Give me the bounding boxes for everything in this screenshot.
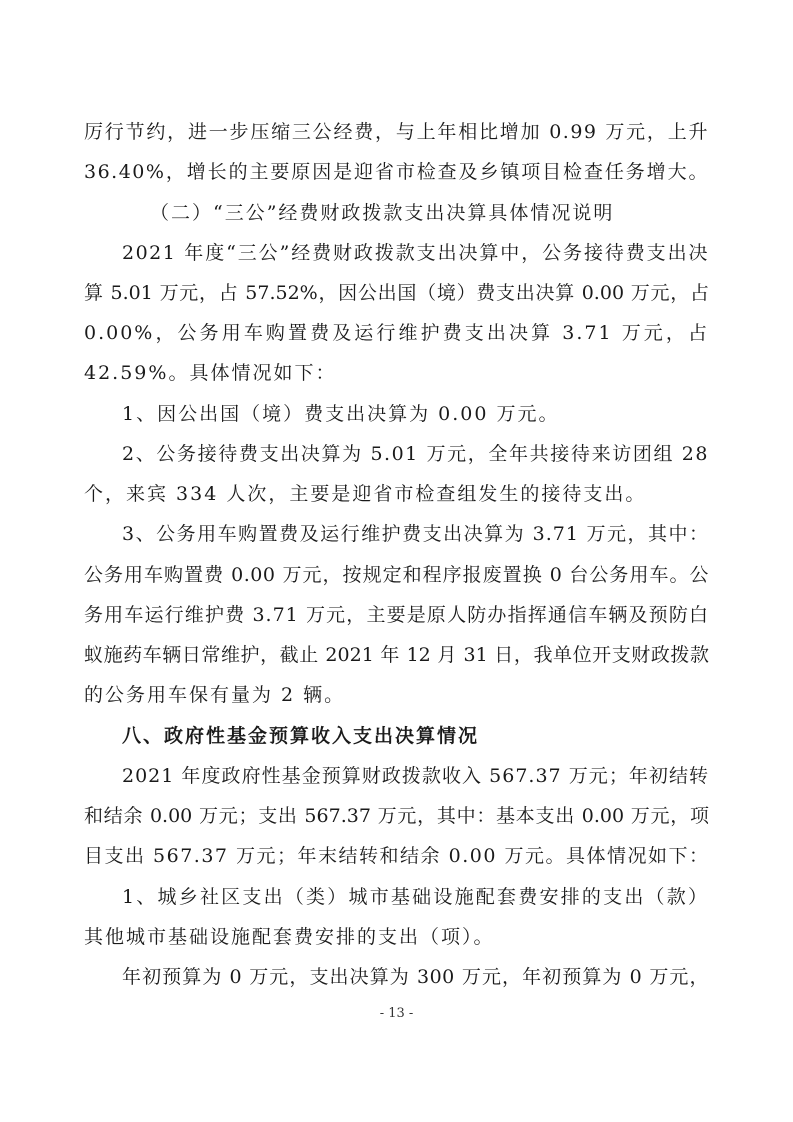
body-text-line: 算 5.01 万元，占 57.52%，因公出国（境）费支出决算 0.00 万元，占	[84, 282, 709, 304]
body-text-line: 年初预算为 0 万元，支出决算为 300 万元，年初预算为 0 万元，	[122, 966, 709, 988]
body-text-line: 个，来宾 334 人次，主要是迎省市检查组发生的接待支出。	[84, 483, 647, 505]
body-text-line: 42.59%。具体情况如下：	[84, 362, 337, 384]
body-text-line: 目支出 567.37 万元；年末结转和结余 0.00 万元。具体情况如下：	[84, 845, 709, 867]
list-item: 3、公务用车购置费及运行维护费支出决算为 3.71 万元，其中：	[122, 523, 709, 545]
subsection-heading: （二）“三公”经费财政拨款支出决算具体情况说明	[150, 202, 615, 224]
body-text-line: 其他城市基础设施配套费安排的支出（项）。	[84, 926, 495, 948]
section-heading: 八、政府性基金预算收入支出决算情况	[122, 725, 480, 747]
body-text-line: 0.00%，公务用车购置费及运行维护费支出决算 3.71 万元，占	[84, 322, 709, 344]
body-text-line: 2021 年度政府性基金预算财政拨款收入 567.37 万元；年初结转	[122, 765, 709, 787]
body-text-line: 2021 年度“三公”经费财政拨款支出决算中，公务接待费支出决	[122, 242, 709, 264]
body-text-line: 厉行节约，进一步压缩三公经费，与上年相比增加 0.99 万元，上升	[84, 121, 709, 143]
list-item: 1、城乡社区支出（类）城市基础设施配套费安排的支出（款）	[122, 886, 709, 908]
body-text-line: 公务用车购置费 0.00 万元，按规定和程序报废置换 0 台公务用车。公	[84, 564, 709, 586]
page-number: - 13 -	[379, 1006, 414, 1021]
body-text-line: 和结余 0.00 万元；支出 567.37 万元，其中：基本支出 0.00 万元，项	[84, 805, 709, 827]
list-item: 1、因公出国（境）费支出决算为 0.00 万元。	[122, 403, 560, 425]
body-text-line: 的公务用车保有量为 2 辆。	[84, 684, 346, 706]
body-text-line: 36.40%，增长的主要原因是迎省市检查及乡镇项目检查任务增大。	[84, 161, 709, 183]
list-item: 2、公务接待费支出决算为 5.01 万元，全年共接待来访团组 28	[122, 443, 709, 465]
body-text-line: 务用车运行维护费 3.71 万元，主要是原人防办指挥通信车辆及预防白	[84, 604, 709, 626]
body-text-line: 蚁施药车辆日常维护，截止 2021 年 12 月 31 日，我单位开支财政拨款	[84, 644, 709, 666]
